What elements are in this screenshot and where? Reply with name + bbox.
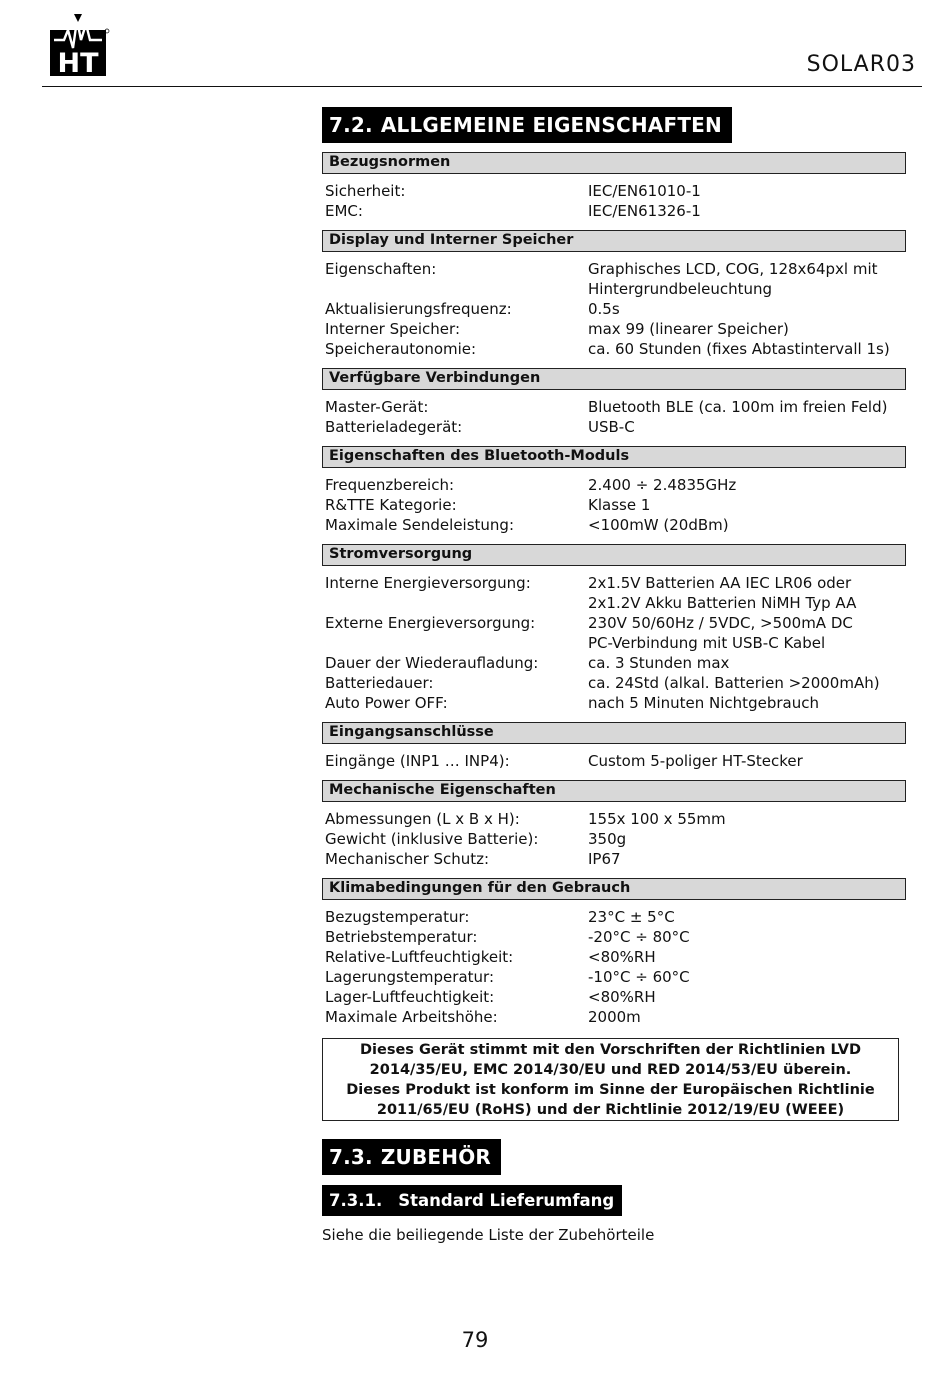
ht-logo xyxy=(50,10,110,78)
spec-group-header: Display und Interner Speicher xyxy=(322,230,906,252)
spec-value-line: 2000m xyxy=(588,1008,641,1026)
spec-value xyxy=(588,319,908,339)
page-content xyxy=(322,107,908,1245)
spec-value-line: 23°C ± 5°C xyxy=(588,908,675,926)
spec-group-header: Klimabedingungen für den Gebrauch xyxy=(322,878,906,900)
spec-value-line: Bluetooth BLE (ca. 100m im freien Feld) xyxy=(588,398,888,416)
spec-value-line: <80%RH xyxy=(588,988,656,1006)
spec-label: Sicherheit: xyxy=(325,182,406,200)
notice-line: Dieses Gerät stimmt mit den Vorschriften der Richtlinien LVD xyxy=(359,1042,861,1058)
spec-group xyxy=(322,878,908,1027)
spec-value-line: Graphisches LCD, COG, 128x64pxl mit xyxy=(588,260,878,278)
spec-group xyxy=(322,368,908,437)
section-title: ALLGEMEINE EIGENSCHAFTEN xyxy=(380,113,722,137)
spec-value-line: IP67 xyxy=(588,850,621,868)
spec-group-header: Bezugsnormen xyxy=(322,152,906,174)
spec-value xyxy=(588,967,908,987)
spec-label: Batteriedauer: xyxy=(325,674,434,692)
notice-line: 2014/35/EU, EMC 2014/30/EU und RED 2014/53/EU überein. xyxy=(369,1062,852,1078)
spec-row xyxy=(325,809,908,829)
subsection-number: 7.3.1. xyxy=(329,1191,383,1210)
notice-line: 2011/65/EU (RoHS) und der Richtlinie 2012/19/EU (WEEE) xyxy=(376,1102,845,1118)
spec-row xyxy=(325,907,908,927)
spec-label: Auto Power OFF: xyxy=(325,694,448,712)
spec-value xyxy=(588,181,908,201)
spec-row xyxy=(325,397,908,417)
spec-value-line: max 99 (linearer Speicher) xyxy=(588,320,789,338)
spec-value-line: IEC/EN61010-1 xyxy=(588,182,701,200)
spec-value-line: ca. 24Std (alkal. Batterien >2000mAh) xyxy=(588,674,880,692)
spec-value-line: 230V 50/60Hz / 5VDC, >500mA DC xyxy=(588,614,853,632)
spec-group xyxy=(322,780,908,869)
spec-rows xyxy=(322,181,908,221)
spec-value xyxy=(588,201,908,221)
spec-value-line: 2.400 ÷ 2.4835GHz xyxy=(588,476,737,494)
spec-row xyxy=(325,693,908,713)
spec-row xyxy=(325,573,908,613)
spec-value-line: IEC/EN61326-1 xyxy=(588,202,701,220)
spec-label: Lagerungstemperatur: xyxy=(325,968,494,986)
spec-value xyxy=(588,987,908,1007)
spec-value xyxy=(588,515,908,535)
spec-value-line: Hintergrundbeleuchtung xyxy=(588,280,773,298)
spec-value xyxy=(588,573,908,613)
spec-row xyxy=(325,751,908,771)
spec-group xyxy=(322,446,908,535)
spec-row xyxy=(325,201,908,221)
spec-rows xyxy=(322,809,908,869)
header-divider xyxy=(42,86,922,87)
spec-value-line: -10°C ÷ 60°C xyxy=(588,968,690,986)
spec-rows xyxy=(322,397,908,437)
spec-value-line: nach 5 Minuten Nichtgebrauch xyxy=(588,694,819,712)
spec-label: Relative-Luftfeuchtigkeit: xyxy=(325,948,514,966)
spec-label: Maximale Arbeitshöhe: xyxy=(325,1008,498,1026)
spec-label: Frequenzbereich: xyxy=(325,476,455,494)
spec-value-line: -20°C ÷ 80°C xyxy=(588,928,690,946)
conformity-notice xyxy=(322,1038,899,1121)
spec-row xyxy=(325,1007,908,1027)
spec-group xyxy=(322,152,908,221)
spec-value xyxy=(588,495,908,515)
spec-value-line: 350g xyxy=(588,830,627,848)
spec-value xyxy=(588,417,908,437)
subsection-title: Standard Lieferumfang xyxy=(398,1191,615,1210)
spec-value-line: 2x1.5V Batterien AA IEC LR06 oder xyxy=(588,574,852,592)
spec-label: Maximale Sendeleistung: xyxy=(325,516,515,534)
spec-group xyxy=(322,544,908,713)
section-heading xyxy=(322,107,732,143)
svg-text:HT: HT xyxy=(57,48,99,78)
spec-value xyxy=(588,673,908,693)
page-number: 79 xyxy=(461,1328,489,1352)
spec-label: Master-Gerät: xyxy=(325,398,429,416)
spec-value-line: <100mW (20dBm) xyxy=(588,516,729,534)
spec-groups xyxy=(322,152,908,1027)
spec-label: Bezugstemperatur: xyxy=(325,908,470,926)
spec-label: Mechanischer Schutz: xyxy=(325,850,490,868)
spec-value xyxy=(588,907,908,927)
spec-label: Gewicht (inklusive Batterie): xyxy=(325,830,539,848)
spec-row xyxy=(325,495,908,515)
spec-value xyxy=(588,653,908,673)
spec-value xyxy=(588,947,908,967)
spec-value-line: Klasse 1 xyxy=(588,496,651,514)
spec-value xyxy=(588,613,908,653)
spec-label: Speicherautonomie: xyxy=(325,340,477,358)
spec-label: R&TTE Kategorie: xyxy=(325,496,457,514)
spec-value-line: 155x 100 x 55mm xyxy=(588,810,726,828)
spec-label: Betriebstemperatur: xyxy=(325,928,478,946)
spec-row xyxy=(325,613,908,653)
spec-row xyxy=(325,515,908,535)
spec-value xyxy=(588,751,908,771)
spec-label: Eigenschaften: xyxy=(325,260,437,278)
spec-label: Interner Speicher: xyxy=(325,320,460,338)
spec-row xyxy=(325,829,908,849)
spec-value xyxy=(588,1007,908,1027)
spec-row xyxy=(325,987,908,1007)
spec-group-header: Stromversorgung xyxy=(322,544,906,566)
spec-group-header: Verfügbare Verbindungen xyxy=(322,368,906,390)
spec-row xyxy=(325,181,908,201)
spec-value xyxy=(588,927,908,947)
spec-label: EMC: xyxy=(325,202,363,220)
spec-label: Dauer der Wiederaufladung: xyxy=(325,654,539,672)
spec-group-header: Eigenschaften des Bluetooth-Moduls xyxy=(322,446,906,468)
spec-row xyxy=(325,475,908,495)
spec-value-line: <80%RH xyxy=(588,948,656,966)
spec-row xyxy=(325,259,908,299)
spec-group xyxy=(322,230,908,359)
section-title: ZUBEHÖR xyxy=(380,1145,492,1169)
spec-value-line: USB-C xyxy=(588,418,635,436)
spec-label: Batterieladegerät: xyxy=(325,418,463,436)
spec-value xyxy=(588,259,908,299)
notice-line: Dieses Produkt ist konform im Sinne der Europäischen Richtlinie xyxy=(346,1082,875,1098)
spec-value xyxy=(588,809,908,829)
spec-value xyxy=(588,299,908,319)
accessories-note: Siehe die beiliegende Liste der Zubehörteile xyxy=(322,1226,655,1244)
spec-group-header: Eingangsanschlüsse xyxy=(322,722,906,744)
spec-value-line: Custom 5-poliger HT-Stecker xyxy=(588,752,803,770)
spec-label: Externe Energieversorgung: xyxy=(325,614,536,632)
spec-value xyxy=(588,397,908,417)
spec-rows xyxy=(322,751,908,771)
spec-rows xyxy=(322,475,908,535)
spec-group-header: Mechanische Eigenschaften xyxy=(322,780,906,802)
spec-row xyxy=(325,339,908,359)
spec-group xyxy=(322,722,908,771)
spec-label: Aktualisierungsfrequenz: xyxy=(325,300,512,318)
spec-value-line: 0.5s xyxy=(588,300,620,318)
section-number: 7.2. xyxy=(329,113,373,137)
spec-value xyxy=(588,475,908,495)
spec-row xyxy=(325,417,908,437)
spec-row xyxy=(325,947,908,967)
spec-value-line: ca. 60 Stunden (fixes Abtastintervall 1s) xyxy=(588,340,890,358)
spec-row xyxy=(325,299,908,319)
spec-value xyxy=(588,339,908,359)
spec-row xyxy=(325,849,908,869)
spec-row xyxy=(325,967,908,987)
document-id: SOLAR03 xyxy=(806,52,916,77)
spec-rows xyxy=(322,259,908,359)
spec-rows xyxy=(322,573,908,713)
spec-value-line: PC-Verbindung mit USB-C Kabel xyxy=(588,634,826,652)
spec-row xyxy=(325,673,908,693)
spec-label: Lager-Luftfeuchtigkeit: xyxy=(325,988,495,1006)
subsection-heading xyxy=(322,1185,622,1216)
spec-label: Abmessungen (L x B x H): xyxy=(325,810,520,828)
spec-value xyxy=(588,829,908,849)
spec-row xyxy=(325,927,908,947)
spec-value xyxy=(588,849,908,869)
spec-value-line: 2x1.2V Akku Batterien NiMH Typ AA xyxy=(588,594,857,612)
spec-value-line: ca. 3 Stunden max xyxy=(588,654,730,672)
spec-label: Interne Energieversorgung: xyxy=(325,574,531,592)
spec-value xyxy=(588,693,908,713)
spec-row xyxy=(325,319,908,339)
spec-label: Eingänge (INP1 … INP4): xyxy=(325,752,510,770)
section-number: 7.3. xyxy=(329,1145,373,1169)
spec-row xyxy=(325,653,908,673)
spec-rows xyxy=(322,907,908,1027)
section-heading xyxy=(322,1139,501,1175)
